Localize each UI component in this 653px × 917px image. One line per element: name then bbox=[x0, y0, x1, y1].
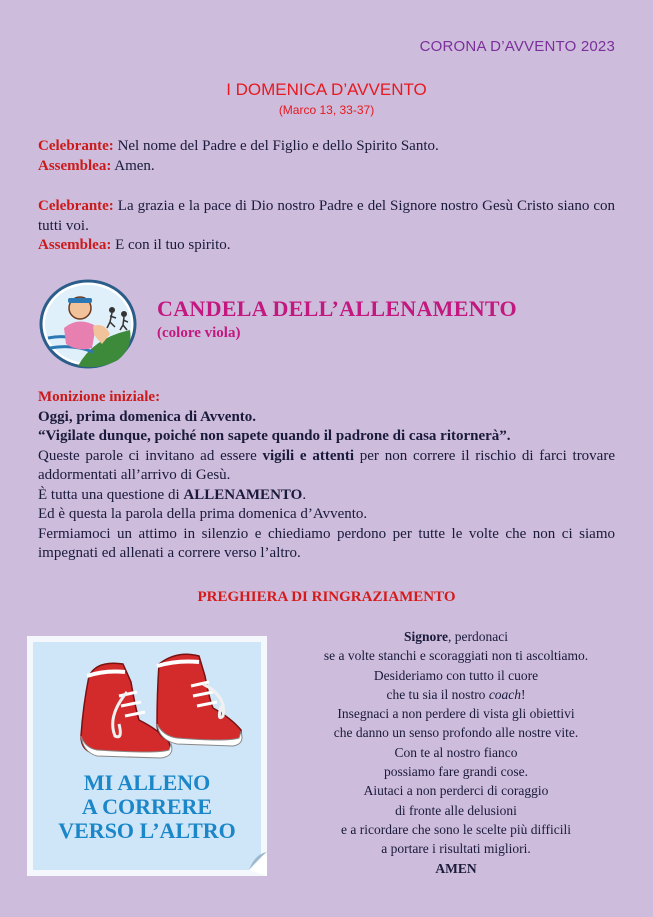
monition-block bbox=[38, 388, 615, 564]
dialogue-text: Nel nome del Padre e del Figlio e dello Spirito Santo. bbox=[113, 138, 439, 154]
monition-paragraph: Ed è questa la parola della prima domenica d’Avvento. bbox=[38, 506, 368, 522]
gospel-reference: (Marco 13, 33-37) bbox=[278, 103, 375, 117]
card-line-3: VERSO L’ALTRO bbox=[58, 818, 236, 843]
dialogue-text: E con il tuo spirito. bbox=[111, 237, 231, 253]
candle-color: (colore viola) bbox=[157, 325, 241, 341]
monition-paragraph: Fermiamoci un attimo in silenzio e chiediamo perdono per tutte le volte che non ci siamo impegnati ed allenati a correre verso l’altro. bbox=[38, 525, 615, 561]
monition-label: Monizione iniziale: bbox=[38, 389, 161, 405]
speaker-label: Celebrante: bbox=[38, 138, 114, 154]
monition-paragraph: È tutta una questione di ALLENAMENTO. bbox=[38, 486, 307, 503]
dialogue-block-2 bbox=[38, 197, 615, 256]
prayer-amen: AMEN bbox=[435, 860, 477, 876]
dialogue-text: Amen. bbox=[111, 157, 155, 174]
card-line-2: A CORRERE bbox=[81, 794, 213, 819]
card-line-1: MI ALLENO bbox=[83, 770, 211, 795]
speaker-label: Assemblea: bbox=[38, 237, 112, 253]
monition-paragraph: Queste parole ci invitano ad essere vigili e attenti per non correre il rischio di farci trovare addormentati all’arrivo di Gesù. bbox=[38, 447, 615, 483]
page-title: I DOMENICA D’AVVENTO bbox=[226, 80, 427, 99]
sneakers-card bbox=[27, 636, 267, 876]
speaker-label: Celebrante: bbox=[38, 198, 114, 214]
monition-line: Oggi, prima domenica di Avvento. bbox=[38, 408, 257, 425]
dialogue-text: La grazia e la pace di Dio nostro Padre e del Signore nostro Gesù Cristo siano con tutti voi. bbox=[38, 198, 615, 234]
candle-title: CANDELA DELL’ALLENAMENTO bbox=[157, 296, 517, 321]
monition-quote: “Vigilate dunque, poiché non sapete quando il padrone di casa ritornerà”. bbox=[38, 428, 511, 444]
speaker-label: Assemblea: bbox=[38, 157, 112, 174]
header-text: CORONA D’AVVENTO 2023 bbox=[419, 38, 615, 55]
prayer-text: Signore, perdonaci se a volte stanchi e scoraggiati non ti ascoltiamo. Desideriamo con tutto il cuore che tu sia il nostro coach! Insegnaci a non perdere di vista gli obiettivi che danno un senso profondo alle nostre vite. Con te al nostro fianco possiamo fare grandi cose. Aiutaci a non perderci di coraggio di fronte alle delusioni e a ricordare che sono le scelte più difficili a portare i risultati migliori. AMEN bbox=[270, 627, 642, 878]
dialogue-block-1 bbox=[38, 137, 615, 176]
prayer-heading: PREGHIERA DI RINGRAZIAMENTO bbox=[197, 589, 456, 605]
runner-medallion-icon bbox=[38, 278, 138, 370]
